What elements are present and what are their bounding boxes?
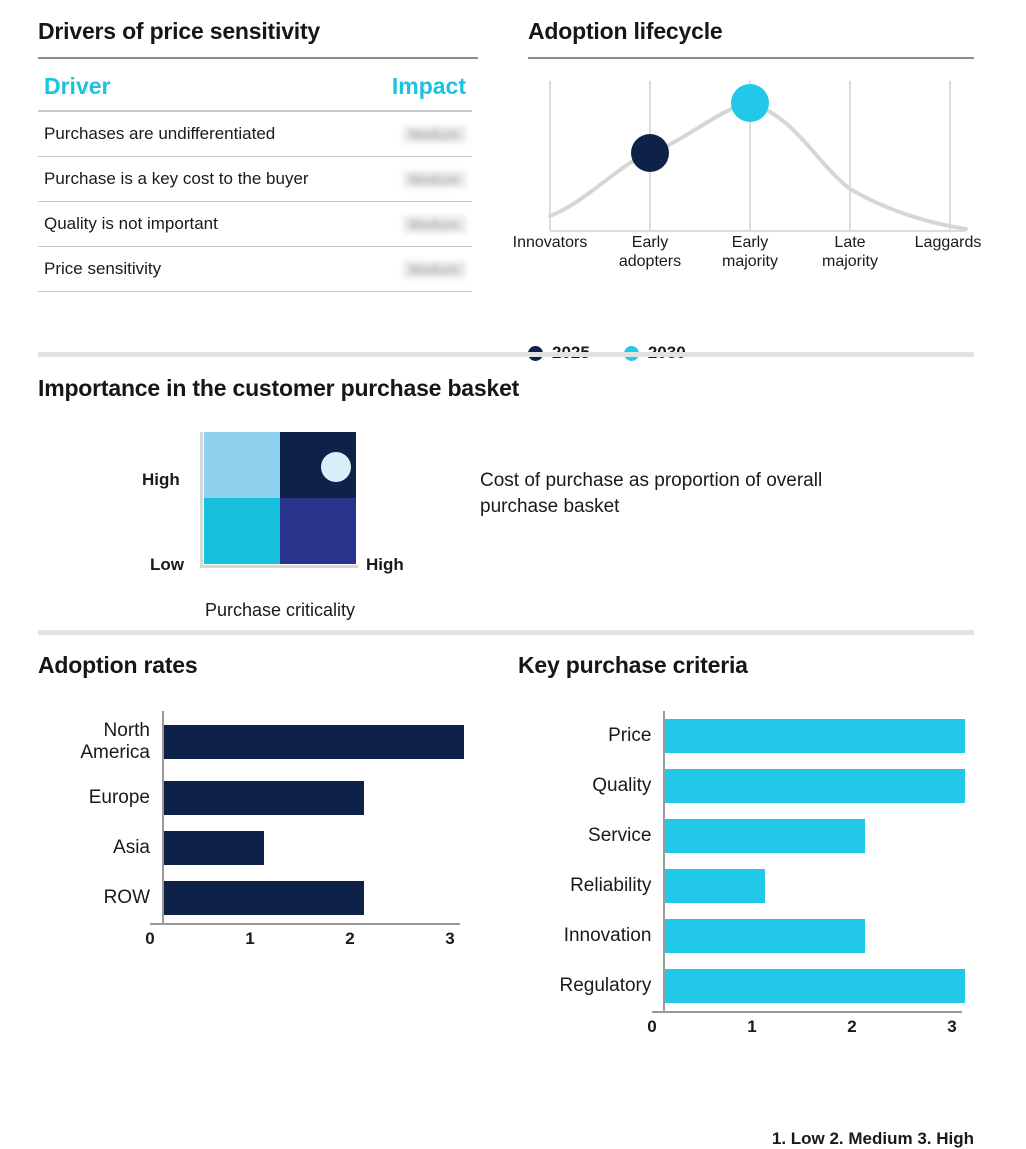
impact-value-redacted: Medium (403, 261, 466, 278)
bar-service (665, 819, 865, 853)
bar-europe (164, 781, 364, 815)
impact-cell (369, 157, 472, 202)
column-header-driver: Driver (38, 69, 369, 111)
adoption-title: Adoption rates (38, 652, 198, 678)
bar-category-label: Service (588, 825, 652, 846)
table-header-row (38, 69, 472, 111)
bar-track (663, 961, 974, 1011)
marker-2030 (731, 84, 769, 122)
adoption-panel (38, 652, 478, 955)
adoption-bar-chart (38, 711, 478, 955)
basket-caption: Cost of purchase as proportion of overall purchase basket (480, 470, 823, 517)
lifecycle-title-rule (528, 57, 974, 59)
matrix-y-axis (200, 432, 203, 568)
bar-category-label: Asia (113, 837, 150, 858)
matrix-x-axis (200, 565, 358, 568)
bar-row-row (164, 881, 364, 915)
bar-track (663, 861, 974, 911)
x-tick-3: 3 (947, 1017, 957, 1036)
bar-row (38, 873, 478, 923)
bar-track (663, 811, 974, 861)
matrix-x-axis-title: Purchase criticality (204, 600, 356, 620)
table-row (38, 111, 472, 157)
driver-cell: Purchases are undifferentiated (38, 111, 369, 157)
bar-north-america (164, 725, 464, 759)
bar-asia (164, 831, 264, 865)
criteria-x-ticks (647, 1013, 962, 1043)
bar-track (663, 761, 974, 811)
bar-category-label: North America (80, 720, 150, 763)
bar-innovation (665, 919, 865, 953)
impact-cell (369, 247, 472, 292)
x-tick-3: 3 (445, 929, 455, 948)
matrix-cell-high-low (204, 432, 280, 498)
matrix-cell-high-high (280, 432, 356, 498)
x-tick-laggards: Laggards (914, 234, 982, 251)
matrix-y-label-low: Low (150, 555, 184, 574)
table-row (38, 247, 472, 292)
bar-category-label: Quality (592, 775, 652, 796)
basket-title: Importance in the customer purchase basket (38, 375, 520, 401)
bar-row (518, 961, 974, 1011)
bar-quality (665, 769, 965, 803)
bar-track (162, 711, 474, 773)
impact-value-redacted: Medium (403, 216, 466, 233)
bar-track (162, 823, 474, 873)
lifecycle-panel (512, 18, 982, 363)
bar-reliability (665, 869, 765, 903)
x-tick-late-majority: Late majority (821, 234, 878, 270)
bar-row (518, 711, 974, 761)
impact-value-redacted: Medium (403, 126, 466, 143)
driver-cell: Quality is not important (38, 202, 369, 247)
bar-row (518, 811, 974, 861)
basket-panel (38, 375, 974, 632)
section-divider-1 (38, 352, 974, 357)
driver-cell: Price sensitivity (38, 247, 369, 292)
driver-cell: Purchase is a key cost to the buyer (38, 157, 369, 202)
drivers-panel (38, 18, 478, 292)
section-divider-2 (38, 630, 974, 635)
bar-row (518, 761, 974, 811)
bar-category-label: Price (608, 725, 652, 746)
bar-track (663, 711, 974, 761)
bar-row (38, 773, 478, 823)
bar-category-label: Innovation (563, 925, 652, 946)
bar-row (518, 911, 974, 961)
bar-category-label: Regulatory (559, 975, 652, 996)
matrix-y-label-high: High (142, 470, 180, 489)
drivers-title: Drivers of price sensitivity (38, 18, 321, 44)
x-tick-0: 0 (145, 929, 155, 948)
bar-regulatory (665, 969, 965, 1003)
matrix-cell-low-low (204, 498, 280, 564)
x-tick-0: 0 (647, 1017, 657, 1036)
lifecycle-x-labels (512, 234, 982, 327)
matrix-grid (204, 432, 356, 564)
bar-row (518, 861, 974, 911)
criteria-scale-note: 1. Low 2. Medium 3. High (771, 1129, 974, 1148)
bar-row (38, 711, 478, 773)
drivers-title-rule (38, 57, 478, 59)
impact-value-redacted: Medium (403, 171, 466, 188)
criteria-title: Key purchase criteria (518, 652, 748, 678)
x-tick-early-majority: Early majority (721, 234, 778, 270)
adoption-x-ticks (145, 925, 460, 955)
column-header-impact: Impact (369, 69, 472, 111)
impact-cell (369, 202, 472, 247)
marker-2025 (631, 134, 669, 172)
drivers-table (38, 69, 472, 292)
bar-category-label: Europe (88, 787, 150, 808)
x-tick-2: 2 (345, 929, 355, 948)
basket-matrix (38, 432, 974, 632)
criteria-bar-chart (518, 711, 974, 1148)
bar-track (162, 773, 474, 823)
table-row (38, 202, 472, 247)
adoption-curve (550, 103, 966, 229)
bar-category-label: ROW (103, 887, 150, 908)
bar-track (162, 873, 474, 923)
x-tick-1: 1 (747, 1017, 757, 1036)
impact-cell (369, 111, 472, 157)
x-tick-1: 1 (245, 929, 255, 948)
x-tick-early-adopters: Early adopters (618, 234, 682, 270)
matrix-cell-low-high (280, 498, 356, 564)
bar-row (38, 823, 478, 873)
matrix-position-marker (321, 452, 351, 482)
x-tick-innovators: Innovators (512, 234, 588, 251)
bar-price (665, 719, 965, 753)
criteria-panel (518, 652, 974, 1148)
bar-category-label: Reliability (570, 875, 652, 896)
bar-track (663, 911, 974, 961)
matrix-x-label-high: High (366, 555, 404, 574)
x-tick-2: 2 (847, 1017, 857, 1036)
lifecycle-title: Adoption lifecycle (528, 18, 723, 44)
table-row (38, 157, 472, 202)
